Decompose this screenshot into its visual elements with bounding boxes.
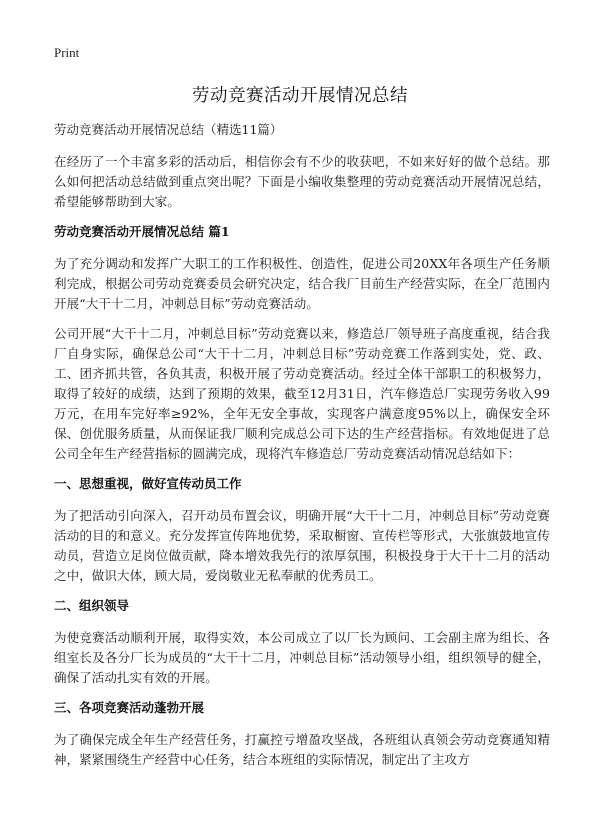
paragraph-2: 公司开展“大干十二月，冲刺总目标”劳动竞赛以来，修造总厂领导班子高度重视，结合我厂自身实际，确保总公司“大干十二月，冲刺总目标”劳动竞赛工作落到实处，党、政、工、团齐抓共管，各负其责，积极开展了劳动竞赛活动。经过全体干部职工的积极努力，取得了较好的成绩，达到了预期的效果，截至12月31日，汽车修造总厂实现劳务收入99万元，在用车完好率≥92%，全年无安全事故，实现客户满意度95%以上，确保安全环保、创优服务质量，从而保证我厂顺利完成总公司下达的生产经营指标。有效地促进了总公司全年生产经营指标的圆满完成，现将汽车修造总厂劳动竞赛活动情况总结如下： — [54, 326, 550, 461]
section-3-heading: 三、各项竞赛活动蓬勃开展 — [54, 700, 205, 715]
document-body — [54, 120, 550, 780]
section-3-paragraph: 为了确保完成全年生产经营任务，打赢控亏增盈攻坚战，各班组认真领会劳动竞赛通知精神，紧紧围绕生产经营中心任务，结合本班组的实际情况，制定出了主攻方 — [54, 732, 550, 767]
article-heading: 劳动竞赛活动开展情况总结 篇1 — [54, 224, 230, 239]
section-1-heading: 一、思想重视，做好宣传动员工作 — [54, 476, 242, 491]
print-link[interactable]: Print — [54, 45, 80, 60]
paragraph-1: 为了充分调动和发挥广大职工的工作积极性、创造性，促进公司20XX年各项生产任务顺利完成，根据公司劳动竞赛委员会研究决定，结合我厂目前生产经营实际，在全厂范围内开展“大干十二月，冲刺总目标”劳动竞赛活动。 — [54, 256, 550, 311]
intro-paragraph: 在经历了一个丰富多彩的活动后，相信你会有不少的收获吧，不如来好好的做个总结。那么如何把活动总结做到重点突出呢？下面是小编收集整理的劳动竞赛活动开展情况总结，希望能够帮助到大家。 — [54, 154, 550, 209]
section-2-paragraph: 为使竞赛活动顺利开展，取得实效，本公司成立了以厂长为顾问、工会副主席为组长、各组室长及各分厂长为成员的“大干十二月，冲刺总目标”活动领导小组，组织领导的健全，确保了活动扎实有效的开展。 — [54, 630, 550, 685]
section-2-heading: 二、组织领导 — [54, 598, 130, 613]
page-title: 劳动竞赛活动开展情况总结 — [192, 86, 408, 106]
section-1-paragraph: 为了把活动引向深入，召开动员布置会议，明确开展“大干十二月，冲刺总目标”劳动竞赛活动的目的和意义。充分发挥宣传阵地优势，采取橱窗、宣传栏等形式，大张旗鼓地宣传动员，营造立足岗位做贡献，降本增效我先行的浓厚氛围，积极投身于大干十二月的活动之中，做识大体，顾大局，爱岗敬业无私奉献的优秀员工。 — [54, 508, 550, 583]
document-subtitle: 劳动竞赛活动开展情况总结（精选11篇） — [54, 122, 283, 137]
